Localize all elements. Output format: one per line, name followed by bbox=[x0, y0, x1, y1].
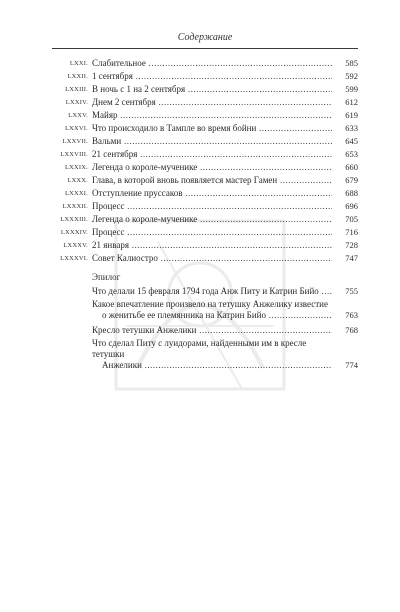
page-number: 774 bbox=[345, 360, 358, 370]
chapter-title: В ночь с 1 на 2 сентября ..... bbox=[92, 84, 332, 95]
chapter-number: LXXIV. bbox=[65, 99, 88, 106]
entry-title: Какое впечатление произвело на тетушку Анжелику известие bbox=[92, 299, 328, 309]
epilogue-entry bbox=[92, 286, 358, 297]
chapter-title: Совет Калиостро ..... bbox=[92, 253, 332, 264]
chapter-number: LXXXVI. bbox=[60, 255, 88, 262]
page-number: 653 bbox=[345, 149, 358, 159]
chapter-number: LXXIX. bbox=[64, 164, 88, 171]
chapter-number: LXXI. bbox=[69, 60, 88, 67]
toc-entry bbox=[52, 214, 358, 225]
page-number: 612 bbox=[345, 97, 358, 107]
toc-entry bbox=[52, 58, 358, 69]
page-number: 728 bbox=[345, 240, 358, 250]
page-number: 705 bbox=[345, 214, 358, 224]
page-number: 716 bbox=[345, 227, 358, 237]
chapter-number: LXXVII. bbox=[62, 138, 88, 145]
toc-entry bbox=[52, 227, 358, 238]
chapter-title: Днем 2 сентября ..... bbox=[92, 97, 332, 108]
chapter-title: 21 сентября ..... bbox=[92, 149, 332, 160]
chapter-number: LXXIII. bbox=[65, 86, 88, 93]
chapter-number: LXXXV. bbox=[63, 242, 88, 249]
chapter-title: 1 сентября ..... bbox=[92, 71, 332, 82]
page-number: 755 bbox=[345, 286, 358, 296]
epilogue-entry bbox=[92, 299, 358, 321]
toc-entry bbox=[52, 123, 358, 134]
toc-entry bbox=[52, 175, 358, 186]
page-number: 599 bbox=[345, 84, 358, 94]
page-number: 592 bbox=[345, 71, 358, 81]
toc-entry bbox=[52, 253, 358, 264]
chapter-title: Что происходило в Тампле во время бойни ..... bbox=[92, 123, 332, 134]
chapter-title: Отступление пруссаков ..... bbox=[92, 188, 332, 199]
page-number: 619 bbox=[345, 110, 358, 120]
page-number: 679 bbox=[345, 175, 358, 185]
chapter-number: LXXXI. bbox=[64, 190, 88, 197]
toc-entry bbox=[52, 240, 358, 251]
entry-title-continued: Анжелики ..... bbox=[92, 360, 332, 371]
chapter-title: Легенда о короле-мученике ..... bbox=[92, 162, 332, 173]
chapter-number: LXXXIII. bbox=[60, 216, 88, 223]
chapter-title: Майяр ..... bbox=[92, 110, 332, 121]
toc-entry bbox=[52, 71, 358, 82]
page-number: 645 bbox=[345, 136, 358, 146]
chapter-number: LXXVI. bbox=[64, 125, 88, 132]
toc-entry bbox=[52, 84, 358, 95]
chapter-number: LXXII. bbox=[67, 73, 88, 80]
page-number: 763 bbox=[345, 310, 358, 320]
page-title: Содержание bbox=[177, 32, 233, 43]
toc-entry bbox=[52, 136, 358, 147]
page-number: 768 bbox=[345, 325, 358, 335]
entry-title-continued: о женитьбе ее племянника на Катрин Бийо ..... bbox=[92, 310, 332, 321]
page-number: 633 bbox=[345, 123, 358, 133]
toc-entry bbox=[52, 110, 358, 121]
toc-entry bbox=[52, 149, 358, 160]
page-number: 585 bbox=[345, 58, 358, 68]
chapter-number: LXXXIV. bbox=[60, 229, 88, 236]
chapter-title: Глава, в которой вновь появляется мастер Гамен ..... bbox=[92, 175, 332, 186]
page-number: 688 bbox=[345, 188, 358, 198]
epilogue-entry bbox=[92, 338, 358, 371]
toc-entry bbox=[52, 201, 358, 212]
chapter-title: 21 января ..... bbox=[92, 240, 332, 251]
page-header bbox=[52, 30, 358, 49]
toc-entry bbox=[52, 97, 358, 108]
page-number: 747 bbox=[345, 253, 358, 263]
chapter-number: LXXXII. bbox=[62, 203, 88, 210]
toc-entry bbox=[52, 162, 358, 173]
chapter-number: LXXV. bbox=[68, 112, 88, 119]
toc-entry bbox=[52, 188, 358, 199]
chapter-title: Процесс ..... bbox=[92, 227, 332, 238]
chapter-title: Вальми ..... bbox=[92, 136, 332, 147]
epilogue-heading: Эпилог bbox=[92, 272, 121, 282]
page-number: 660 bbox=[345, 162, 358, 172]
epilogue-entry bbox=[92, 325, 358, 336]
page-number: 696 bbox=[345, 201, 358, 211]
chapter-number: LXXX. bbox=[67, 177, 88, 184]
chapter-number: LXXVIII. bbox=[60, 151, 88, 158]
chapter-title: Слабительное ..... bbox=[92, 58, 332, 69]
entry-title: Что делали 15 февраля 1794 года Анж Питу и Катрин Бийо ..... bbox=[92, 286, 332, 297]
chapter-title: Процесс ..... bbox=[92, 201, 332, 212]
entry-title: Кресло тетушки Анжелики ..... bbox=[92, 325, 332, 336]
entry-title: Что сделал Питу с луидорами, найденными им в кресле тетушки bbox=[92, 338, 307, 359]
chapter-title: Легенда о короле-мученике ..... bbox=[92, 214, 332, 225]
